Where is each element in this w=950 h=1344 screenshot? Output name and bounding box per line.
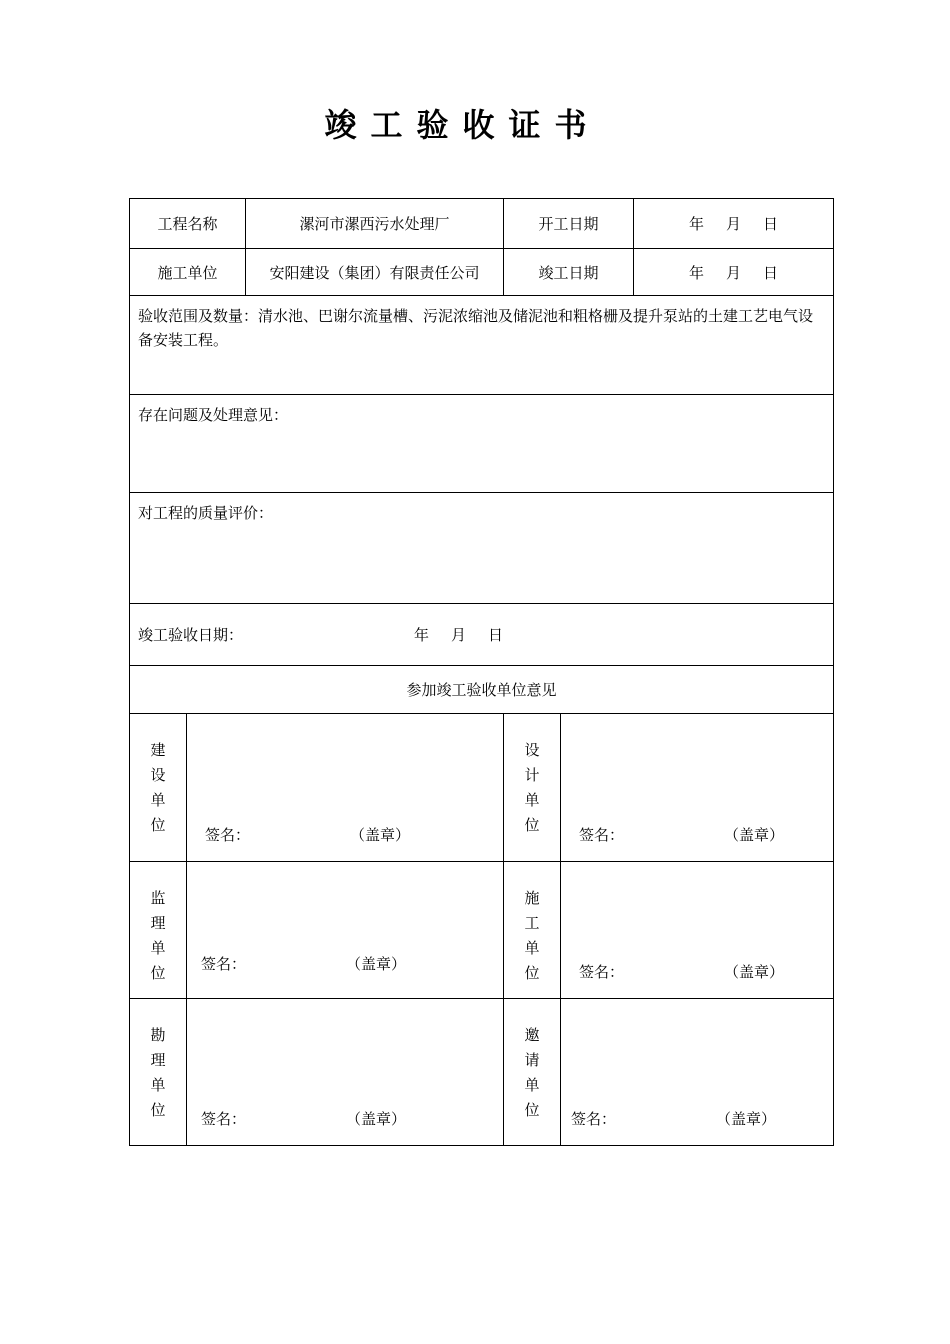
quality-evaluation-text: 对工程的质量评价：	[130, 493, 834, 604]
signature-line	[579, 824, 784, 845]
unit-opinion-invited	[561, 999, 834, 1146]
project-name-label: 工程名称	[130, 199, 246, 249]
unit-label-supervision: 监 理 单 位	[130, 862, 187, 999]
start-date-label: 开工日期	[504, 199, 634, 249]
unit-row-2	[130, 862, 834, 999]
sign-label: 签名：	[571, 1110, 617, 1128]
end-year: 年	[689, 263, 705, 282]
completion-date-value	[634, 249, 834, 296]
unit-label-survey: 勘 理 单 位	[130, 999, 187, 1146]
start-day: 日	[763, 215, 779, 233]
sign-label: 签名：	[205, 826, 251, 844]
seal-label: （盖章）	[724, 963, 785, 981]
start-month: 月	[726, 215, 742, 233]
end-day: 日	[763, 263, 779, 282]
sign-label: 签名：	[201, 955, 247, 973]
acceptance-date	[130, 604, 834, 666]
quality-row	[130, 493, 834, 604]
unit-opinion-construction-owner	[187, 714, 504, 862]
unit-label-contractor: 施 工 单 位	[504, 862, 561, 999]
seal-label: （盖章）	[346, 955, 407, 973]
issues-row	[130, 395, 834, 493]
unit-label-construction-owner: 建 设 单 位	[130, 714, 187, 862]
unit-opinion-supervision	[187, 862, 504, 999]
construction-unit-value: 安阳建设（集团）有限责任公司	[246, 249, 504, 296]
sign-label: 签名：	[579, 963, 625, 981]
acceptance-scope-text: 验收范围及数量：清水池、巴谢尔流量槽、污泥浓缩池及储泥池和粗格栅及提升泵站的土建工艺电气设备安装工程。	[130, 296, 834, 395]
acceptance-date-row	[130, 604, 834, 666]
seal-label: （盖章）	[346, 1110, 407, 1128]
signature-line	[579, 961, 784, 982]
construction-unit-row	[130, 249, 834, 296]
acceptance-day: 日	[488, 626, 504, 644]
project-name-row	[130, 199, 834, 249]
opinions-header-row	[130, 666, 834, 714]
acceptance-month: 月	[451, 626, 467, 644]
start-year: 年	[689, 215, 705, 233]
issues-text: 存在问题及处理意见：	[130, 395, 834, 493]
seal-label: （盖章）	[716, 1110, 777, 1128]
acceptance-year: 年	[414, 626, 430, 644]
unit-label-invited: 邀 请 单 位	[504, 999, 561, 1146]
construction-unit-label: 施工单位	[130, 249, 246, 296]
unit-row-3	[130, 999, 834, 1146]
sign-label: 签名：	[579, 826, 625, 844]
scope-row	[130, 296, 834, 395]
sign-label: 签名：	[201, 1110, 247, 1128]
unit-opinion-design	[561, 714, 834, 862]
signature-line	[571, 1108, 776, 1129]
signature-line	[201, 953, 406, 974]
opinions-header: 参加竣工验收单位意见	[130, 666, 834, 714]
end-month: 月	[726, 263, 742, 282]
seal-label: （盖章）	[724, 826, 785, 844]
acceptance-date-label: 竣工验收日期：	[138, 626, 244, 644]
signature-line	[201, 1108, 406, 1129]
acceptance-certificate-table	[129, 198, 834, 1146]
unit-opinion-contractor	[561, 862, 834, 999]
seal-label: （盖章）	[350, 826, 411, 844]
unit-opinion-survey	[187, 999, 504, 1146]
completion-date-label: 竣工日期	[504, 249, 634, 296]
start-date-value	[634, 199, 834, 249]
document-title: 竣工验收证书	[324, 106, 601, 144]
signature-line	[205, 824, 410, 845]
unit-label-design: 设 计 单 位	[504, 714, 561, 862]
project-name-value: 漯河市漯西污水处理厂	[246, 199, 504, 249]
unit-row-1	[130, 714, 834, 862]
